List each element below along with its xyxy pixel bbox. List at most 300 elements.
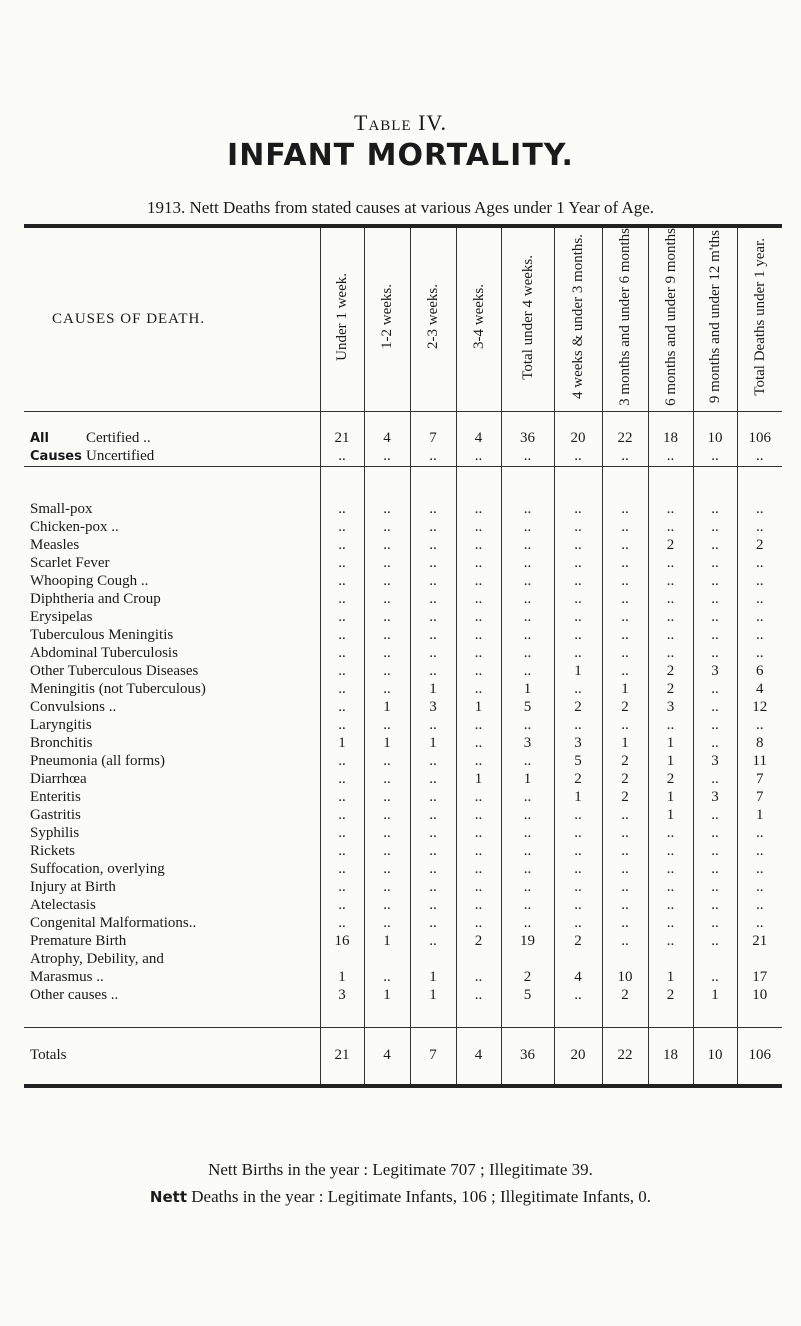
cell-value: .. bbox=[501, 915, 554, 933]
cause-label bbox=[24, 663, 320, 681]
cell-value: .. bbox=[320, 448, 364, 467]
cell-value: .. bbox=[501, 627, 554, 645]
table-row bbox=[24, 771, 782, 789]
cell-value bbox=[554, 951, 602, 969]
cell-value: .. bbox=[648, 843, 693, 861]
cell-value: 18 bbox=[648, 1027, 693, 1086]
cell-value: .. bbox=[320, 879, 364, 897]
cell-value: .. bbox=[501, 501, 554, 519]
cell-value: .. bbox=[320, 915, 364, 933]
cause-name: Abdominal Tuberculosis bbox=[30, 645, 178, 662]
cell-value: .. bbox=[456, 861, 501, 879]
cell-value: .. bbox=[554, 537, 602, 555]
cell-value: 36 bbox=[501, 430, 554, 448]
cell-value: 22 bbox=[602, 1027, 648, 1086]
cell-value bbox=[648, 951, 693, 969]
cell-value: 1 bbox=[364, 933, 410, 951]
cause-name: Gastritis bbox=[30, 807, 81, 824]
cell-value: 7 bbox=[410, 430, 456, 448]
cell-value: 3 bbox=[554, 735, 602, 753]
cell-value: .. bbox=[737, 591, 782, 609]
cell-value: .. bbox=[456, 555, 501, 573]
cell-value: .. bbox=[737, 555, 782, 573]
cell-value: 1 bbox=[501, 681, 554, 699]
cell-value: .. bbox=[364, 825, 410, 843]
table-number: Table IV. bbox=[354, 110, 447, 135]
cell-value: .. bbox=[364, 627, 410, 645]
cell-value: .. bbox=[456, 915, 501, 933]
cause-label bbox=[24, 987, 320, 1005]
age-header bbox=[320, 226, 364, 411]
cell-value: .. bbox=[320, 501, 364, 519]
cell-value: 2 bbox=[501, 969, 554, 987]
cell-value: .. bbox=[737, 717, 782, 735]
table-row bbox=[24, 501, 782, 519]
cell-value: .. bbox=[410, 807, 456, 825]
cell-value bbox=[501, 951, 554, 969]
cell-value: .. bbox=[602, 933, 648, 951]
cell-value: .. bbox=[648, 933, 693, 951]
cell-value: 3 bbox=[410, 699, 456, 717]
cell-value: .. bbox=[456, 753, 501, 771]
cell-value: .. bbox=[456, 645, 501, 663]
table-row bbox=[24, 627, 782, 645]
cell-value: .. bbox=[410, 753, 456, 771]
cell-value: .. bbox=[693, 897, 737, 915]
cell-value: .. bbox=[320, 753, 364, 771]
cell-value: .. bbox=[320, 807, 364, 825]
cell-value: .. bbox=[320, 681, 364, 699]
cell-value: .. bbox=[410, 771, 456, 789]
cell-value: 2 bbox=[648, 771, 693, 789]
cell-value: .. bbox=[456, 969, 501, 987]
cell-value: .. bbox=[410, 843, 456, 861]
cell-value: 2 bbox=[456, 933, 501, 951]
cause-label bbox=[24, 789, 320, 807]
cause-label bbox=[24, 717, 320, 735]
cell-value: 36 bbox=[501, 1027, 554, 1086]
cell-value: .. bbox=[364, 897, 410, 915]
cause-label bbox=[24, 699, 320, 717]
cell-value bbox=[364, 951, 410, 969]
cause-name: Congenital Malformations.. bbox=[30, 915, 197, 932]
cell-value: .. bbox=[501, 753, 554, 771]
cell-value: .. bbox=[554, 627, 602, 645]
cell-value: .. bbox=[693, 591, 737, 609]
cell-value: 4 bbox=[364, 430, 410, 448]
cell-value: .. bbox=[648, 555, 693, 573]
cause-name: Syphilis bbox=[30, 825, 80, 842]
cell-value: .. bbox=[410, 663, 456, 681]
deaths-note bbox=[0, 1187, 801, 1207]
cause-name: Convulsions .. bbox=[30, 699, 117, 716]
cell-value: .. bbox=[501, 843, 554, 861]
cell-value: 2 bbox=[554, 699, 602, 717]
cause-label bbox=[24, 1027, 320, 1086]
cell-value: 1 bbox=[410, 987, 456, 1005]
cell-value: .. bbox=[320, 717, 364, 735]
cell-value: .. bbox=[554, 843, 602, 861]
cell-value: .. bbox=[602, 591, 648, 609]
cell-value: .. bbox=[410, 915, 456, 933]
cause-name: Pneumonia (all forms) bbox=[30, 753, 165, 770]
cause-label bbox=[24, 448, 320, 467]
cell-value: .. bbox=[410, 879, 456, 897]
cell-value: .. bbox=[693, 537, 737, 555]
cell-value: .. bbox=[410, 897, 456, 915]
cell-value: .. bbox=[456, 717, 501, 735]
cell-value: .. bbox=[737, 609, 782, 627]
cell-value: .. bbox=[456, 663, 501, 681]
cell-value: 3 bbox=[320, 987, 364, 1005]
cell-value: 1 bbox=[410, 969, 456, 987]
table-row bbox=[24, 843, 782, 861]
table-row bbox=[24, 555, 782, 573]
cell-value: 1 bbox=[364, 987, 410, 1005]
cell-value: 4 bbox=[456, 1027, 501, 1086]
cause-label bbox=[24, 609, 320, 627]
table-row bbox=[24, 915, 782, 933]
cell-value: .. bbox=[456, 735, 501, 753]
cause-label bbox=[24, 681, 320, 699]
cell-value: 22 bbox=[602, 430, 648, 448]
cell-value: 21 bbox=[737, 933, 782, 951]
cell-value: 3 bbox=[501, 735, 554, 753]
cell-value: .. bbox=[410, 448, 456, 467]
cell-value: .. bbox=[737, 879, 782, 897]
cell-value: 4 bbox=[737, 681, 782, 699]
cell-value: .. bbox=[364, 573, 410, 591]
cell-value: 1 bbox=[648, 807, 693, 825]
cell-value: 4 bbox=[456, 430, 501, 448]
cell-value: 17 bbox=[737, 969, 782, 987]
cause-name: Diphtheria and Croup bbox=[30, 591, 161, 608]
table-row bbox=[24, 681, 782, 699]
cell-value: 3 bbox=[648, 699, 693, 717]
cause-name: Measles bbox=[30, 537, 80, 554]
cell-value bbox=[737, 951, 782, 969]
cell-value: .. bbox=[648, 717, 693, 735]
cell-value: 7 bbox=[737, 771, 782, 789]
cell-value: 2 bbox=[602, 789, 648, 807]
cell-value: .. bbox=[648, 591, 693, 609]
subtitle: 1913. Nett Deaths from stated causes at various Ages under 1 Year of Age. bbox=[146, 198, 655, 217]
age-header-label: 9 months and under 12 m'ths bbox=[707, 230, 723, 404]
cause-label bbox=[24, 951, 320, 969]
cell-value: .. bbox=[320, 519, 364, 537]
cell-value: .. bbox=[602, 915, 648, 933]
age-header-label: 4 weeks & under 3 months. bbox=[570, 234, 586, 400]
deaths-note-text: Deaths in the year : Legitimate Infants, 106 ; Illegitimate Infants, 0. bbox=[191, 1187, 652, 1206]
cell-value: .. bbox=[320, 537, 364, 555]
cell-value: .. bbox=[501, 807, 554, 825]
cell-value: .. bbox=[602, 807, 648, 825]
table-row bbox=[24, 969, 782, 987]
cause-label bbox=[24, 555, 320, 573]
cause-name: Whooping Cough .. bbox=[30, 573, 149, 590]
cell-value: 20 bbox=[554, 430, 602, 448]
cell-value: .. bbox=[693, 573, 737, 591]
causes-header: CAUSES OF DEATH. bbox=[24, 226, 320, 411]
cell-value: .. bbox=[554, 609, 602, 627]
cell-value: .. bbox=[693, 501, 737, 519]
cell-value: .. bbox=[602, 555, 648, 573]
table-row bbox=[24, 537, 782, 555]
cell-value: 20 bbox=[554, 1027, 602, 1086]
cell-value: .. bbox=[648, 879, 693, 897]
table-row bbox=[24, 861, 782, 879]
cell-value: .. bbox=[693, 645, 737, 663]
cell-value: .. bbox=[602, 897, 648, 915]
cause-name: Premature Birth bbox=[30, 933, 127, 950]
table-row bbox=[24, 753, 782, 771]
cell-value: .. bbox=[554, 681, 602, 699]
cell-value: .. bbox=[554, 717, 602, 735]
cell-value: .. bbox=[456, 519, 501, 537]
cell-value: .. bbox=[456, 501, 501, 519]
cell-value: .. bbox=[364, 915, 410, 933]
cell-value: .. bbox=[410, 537, 456, 555]
cell-value: 21 bbox=[320, 430, 364, 448]
cell-value: .. bbox=[364, 609, 410, 627]
cell-value: .. bbox=[554, 897, 602, 915]
table-row bbox=[24, 735, 782, 753]
cell-value: .. bbox=[410, 789, 456, 807]
cell-value: .. bbox=[554, 645, 602, 663]
age-header bbox=[410, 226, 456, 411]
cell-value: .. bbox=[693, 448, 737, 467]
cell-value: .. bbox=[364, 861, 410, 879]
cause-label bbox=[24, 897, 320, 915]
cause-name: Bronchitis bbox=[30, 735, 93, 752]
cause-label bbox=[24, 969, 320, 987]
cell-value: 5 bbox=[554, 753, 602, 771]
cell-value: .. bbox=[501, 519, 554, 537]
cell-value: .. bbox=[364, 753, 410, 771]
table-row bbox=[24, 448, 782, 467]
cell-value: .. bbox=[602, 861, 648, 879]
table-row bbox=[24, 879, 782, 897]
table-row bbox=[24, 987, 782, 1005]
cell-value bbox=[320, 951, 364, 969]
table-row bbox=[24, 897, 782, 915]
cause-label bbox=[24, 879, 320, 897]
cell-value: .. bbox=[501, 591, 554, 609]
age-header-label: Total Deaths under 1 year. bbox=[751, 238, 768, 396]
cell-value: .. bbox=[737, 627, 782, 645]
cell-value: 18 bbox=[648, 430, 693, 448]
all-causes-label: All bbox=[30, 431, 49, 447]
table-row bbox=[24, 430, 782, 448]
table-row bbox=[24, 807, 782, 825]
cause-name: Rickets bbox=[30, 843, 75, 860]
cell-value: .. bbox=[648, 897, 693, 915]
cell-value: 1 bbox=[364, 699, 410, 717]
table-row bbox=[24, 663, 782, 681]
cell-value: .. bbox=[737, 915, 782, 933]
cell-value: 1 bbox=[554, 789, 602, 807]
cause-name: Meningitis (not Tuberculous) bbox=[30, 681, 206, 698]
cause-name: Marasmus .. bbox=[30, 969, 104, 986]
cause-name: Scarlet Fever bbox=[30, 555, 110, 572]
cause-label bbox=[24, 933, 320, 951]
cell-value: 7 bbox=[410, 1027, 456, 1086]
cell-value: .. bbox=[693, 825, 737, 843]
cell-value: .. bbox=[364, 789, 410, 807]
cell-value: .. bbox=[456, 591, 501, 609]
cell-value: 2 bbox=[602, 753, 648, 771]
age-header-label: 3 months and under 6 months bbox=[617, 228, 633, 406]
cell-value: .. bbox=[737, 825, 782, 843]
cell-value: .. bbox=[410, 717, 456, 735]
cell-value: 11 bbox=[737, 753, 782, 771]
cell-value: 2 bbox=[648, 681, 693, 699]
cell-value: .. bbox=[693, 681, 737, 699]
cell-value: .. bbox=[602, 645, 648, 663]
cause-label bbox=[24, 591, 320, 609]
cell-value: 3 bbox=[693, 753, 737, 771]
cell-value: .. bbox=[364, 537, 410, 555]
cell-value: .. bbox=[693, 717, 737, 735]
table-row bbox=[24, 645, 782, 663]
cell-value: .. bbox=[693, 969, 737, 987]
cell-value: .. bbox=[364, 448, 410, 467]
cell-value: 1 bbox=[554, 663, 602, 681]
cell-value: .. bbox=[501, 861, 554, 879]
cell-value: .. bbox=[648, 915, 693, 933]
mortality-table bbox=[24, 224, 782, 1088]
cell-value: 2 bbox=[648, 987, 693, 1005]
cell-value: 2 bbox=[602, 699, 648, 717]
cell-value: .. bbox=[456, 987, 501, 1005]
cell-value: .. bbox=[456, 789, 501, 807]
cell-value: 1 bbox=[456, 699, 501, 717]
cell-value: .. bbox=[554, 448, 602, 467]
cause-name: Injury at Birth bbox=[30, 879, 116, 896]
table-row bbox=[24, 933, 782, 951]
cell-value: 1 bbox=[737, 807, 782, 825]
age-header bbox=[693, 226, 737, 411]
age-header-label: 2-3 weeks. bbox=[425, 284, 441, 350]
cell-value: .. bbox=[410, 519, 456, 537]
cause-label bbox=[24, 825, 320, 843]
cause-label bbox=[24, 843, 320, 861]
cell-value: 1 bbox=[648, 735, 693, 753]
cell-value: .. bbox=[737, 448, 782, 467]
cell-value: .. bbox=[456, 448, 501, 467]
cell-value: 1 bbox=[364, 735, 410, 753]
cell-value: .. bbox=[501, 663, 554, 681]
age-header-label: 1-2 weeks. bbox=[379, 284, 395, 350]
cell-value: .. bbox=[554, 555, 602, 573]
cell-value: .. bbox=[501, 879, 554, 897]
cell-value: .. bbox=[364, 501, 410, 519]
cell-value: .. bbox=[737, 645, 782, 663]
cell-value: 21 bbox=[320, 1027, 364, 1086]
cause-label bbox=[24, 501, 320, 519]
cell-value: .. bbox=[693, 933, 737, 951]
cell-value: .. bbox=[648, 501, 693, 519]
cell-value: 1 bbox=[693, 987, 737, 1005]
cause-label bbox=[24, 430, 320, 448]
age-header-label: 6 months and under 9 months bbox=[662, 228, 679, 406]
cell-value: .. bbox=[693, 519, 737, 537]
cell-value: .. bbox=[648, 645, 693, 663]
cell-value: .. bbox=[554, 987, 602, 1005]
cell-value: 1 bbox=[602, 681, 648, 699]
cell-value: .. bbox=[554, 501, 602, 519]
cell-value: .. bbox=[693, 555, 737, 573]
cause-name: Erysipelas bbox=[30, 609, 93, 626]
cell-value: .. bbox=[554, 825, 602, 843]
cell-value: 1 bbox=[410, 681, 456, 699]
cell-value: .. bbox=[501, 825, 554, 843]
cell-value: .. bbox=[456, 879, 501, 897]
cell-value: .. bbox=[320, 573, 364, 591]
cell-value: 2 bbox=[554, 933, 602, 951]
cell-value: .. bbox=[320, 825, 364, 843]
cell-value: 2 bbox=[554, 771, 602, 789]
cell-value: .. bbox=[737, 897, 782, 915]
table-row bbox=[24, 573, 782, 591]
cell-value: .. bbox=[554, 861, 602, 879]
cell-value: .. bbox=[364, 519, 410, 537]
cell-value: .. bbox=[364, 717, 410, 735]
age-header bbox=[501, 226, 554, 411]
cell-value: .. bbox=[693, 699, 737, 717]
cell-value: .. bbox=[456, 537, 501, 555]
cell-value: 1 bbox=[648, 969, 693, 987]
cause-label bbox=[24, 735, 320, 753]
table-row bbox=[24, 951, 782, 969]
cell-value: 2 bbox=[602, 987, 648, 1005]
cell-value: .. bbox=[648, 627, 693, 645]
cause-name: Enteritis bbox=[30, 789, 81, 806]
cell-value: .. bbox=[602, 519, 648, 537]
cause-name: Diarrhœa bbox=[30, 771, 87, 788]
cause-name: Uncertified bbox=[86, 448, 155, 465]
cell-value bbox=[410, 951, 456, 969]
cell-value: .. bbox=[410, 933, 456, 951]
cell-value: .. bbox=[554, 519, 602, 537]
cause-name: Tuberculous Meningitis bbox=[30, 627, 174, 644]
cell-value: .. bbox=[364, 663, 410, 681]
cell-value: .. bbox=[410, 555, 456, 573]
cell-value: .. bbox=[693, 627, 737, 645]
cause-name: Totals bbox=[30, 1047, 67, 1064]
cell-value: 1 bbox=[456, 771, 501, 789]
cell-value: 2 bbox=[602, 771, 648, 789]
cell-value: 7 bbox=[737, 789, 782, 807]
cell-value: .. bbox=[320, 591, 364, 609]
cell-value: .. bbox=[648, 825, 693, 843]
cell-value: .. bbox=[410, 591, 456, 609]
cell-value bbox=[602, 951, 648, 969]
cell-value: 1 bbox=[648, 753, 693, 771]
cell-value: .. bbox=[693, 807, 737, 825]
cell-value: .. bbox=[501, 789, 554, 807]
age-header-label: Total under 4 weeks. bbox=[519, 254, 536, 380]
cell-value: .. bbox=[501, 717, 554, 735]
cell-value: .. bbox=[410, 825, 456, 843]
cell-value: .. bbox=[456, 681, 501, 699]
cell-value: 1 bbox=[648, 789, 693, 807]
cell-value: .. bbox=[320, 789, 364, 807]
cell-value: .. bbox=[364, 807, 410, 825]
cell-value: .. bbox=[693, 843, 737, 861]
cell-value: 2 bbox=[648, 663, 693, 681]
cell-value: 106 bbox=[737, 430, 782, 448]
